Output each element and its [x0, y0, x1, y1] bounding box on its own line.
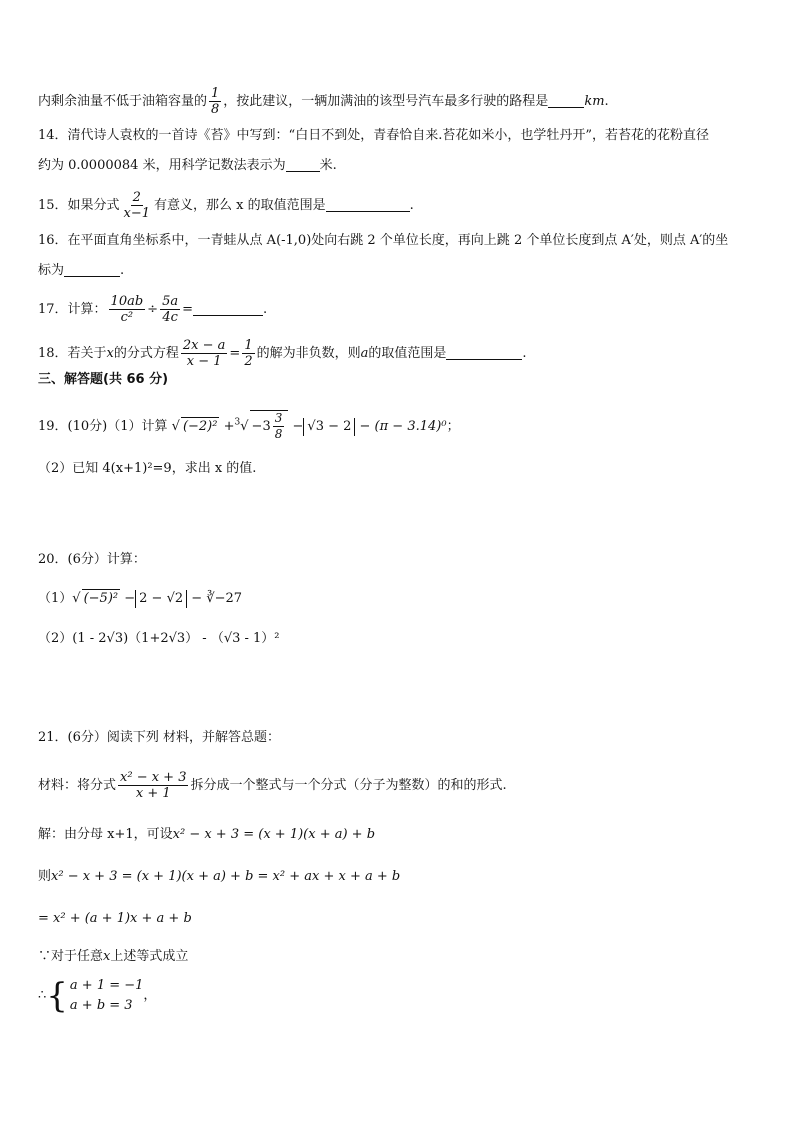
q21-system: ∴ { a + 1 = −1 a + b = 3 ， — [38, 976, 157, 1016]
q17-answer-blank[interactable] — [193, 301, 263, 316]
q21-solution-4: ∵对于任意x上述等式成立 — [38, 949, 189, 964]
q17-fraction-2: $\frac{5a}{4c}$ — [162, 294, 179, 325]
q18-line: 18．若关于x的分式方程 $\frac{2x - a}{x - 1}$ = $\frac{1}{2}$ 的解为非负数，则a的取值范围是 . — [38, 338, 527, 369]
q21-solution-2: 则x² − x + 3 = (x + 1)(x + a) + b = x² + ax + x + a + b — [38, 869, 401, 884]
q16-answer-blank[interactable] — [64, 262, 120, 277]
q20-part1: （1）√ (−5)² − 2 − √2 − ∛−27 — [38, 591, 243, 606]
q14-line1: 14．清代诗人袁枚的一首诗《苔》中写到：“白日不到处，青春恰自来.苔花如米小，也学牡丹开”，若苔花的花粉直径 — [38, 128, 709, 143]
brace-icon: { — [46, 976, 68, 1016]
q21-solution-1: 解：由分母 x+1，可设x² − x + 3 = (x + 1)(x + a) + b — [38, 827, 376, 842]
q18-rhs-fraction: $\frac{1}{2}$ — [244, 338, 253, 369]
q20-part2: （2）(1 - 2√3)（1+2√3） - （√3 - 1）² — [38, 631, 280, 646]
q18-answer-blank[interactable] — [446, 345, 522, 360]
q17-fraction-1: $\frac{10ab}{\text{c²}}$ — [110, 294, 144, 325]
q19-part2: （2）已知 4(x+1)²=9，求出 x 的值. — [38, 461, 257, 476]
q15-answer-blank[interactable] — [326, 197, 410, 212]
q16-line2: 标为 . — [38, 263, 125, 278]
q19-cube-root: −3 $\frac{3}{8}$ — [250, 410, 289, 442]
q19-line1: 19．(10分)（1）计算 √ (−2)² +$^3$√ −3 $\frac{3}{8}$ − √3 − 2 − (π − 3.14)⁰； — [38, 411, 460, 441]
q13-answer-blank[interactable] — [548, 93, 584, 108]
q17-line: 17．计算： $\frac{10ab}{\text{c²}}$ ÷ $\frac{5a}{4c}$ = . — [38, 294, 268, 325]
q21-heading: 21．(6分）阅读下列 材料，并解答总题： — [38, 730, 281, 745]
q14-line2: 约为 0.0000084 米，用科学记数法表示为 米. — [38, 158, 337, 173]
q14-answer-blank[interactable] — [286, 157, 320, 172]
q15-line: 15．如果分式 $\frac{2}{x-1}$ 有意义，那么 x 的取值范围是 . — [38, 190, 414, 221]
q15-fraction: $\frac{2}{x-1}$ — [123, 190, 151, 221]
q20-heading: 20．(6分）计算： — [38, 552, 146, 567]
q21-solution-3: = x² + (a + 1)x + a + b — [38, 911, 192, 926]
q13-fraction: $\frac{1}{8}$ — [211, 86, 220, 117]
q21-material: 材料：将分式 $\frac{\text{x² − x + 3}}{x + 1}$ 拆分成一个整式与一个分式（分子为整数）的和的形式. — [38, 770, 507, 801]
q13-line: 内剩余油量不低于油箱容量的 $\frac{1}{8}$ ，按此建议，一辆加满油的该型号汽车最多行驶的路程是 km. — [38, 86, 609, 117]
q21-material-fraction: $\frac{\text{x² − x + 3}}{x + 1}$ — [120, 770, 187, 801]
section-3-heading: 三、解答题(共 66 分) — [38, 372, 169, 387]
q18-fraction: $\frac{2x - a}{x - 1}$ — [182, 338, 226, 369]
q16-line1: 16．在平面直角坐标系中，一青蛙从点 A(-1,0)处向右跳 2 个单位长度，再向上跳 2 个单位长度到点 A′处，则点 A′的坐 — [38, 233, 729, 248]
